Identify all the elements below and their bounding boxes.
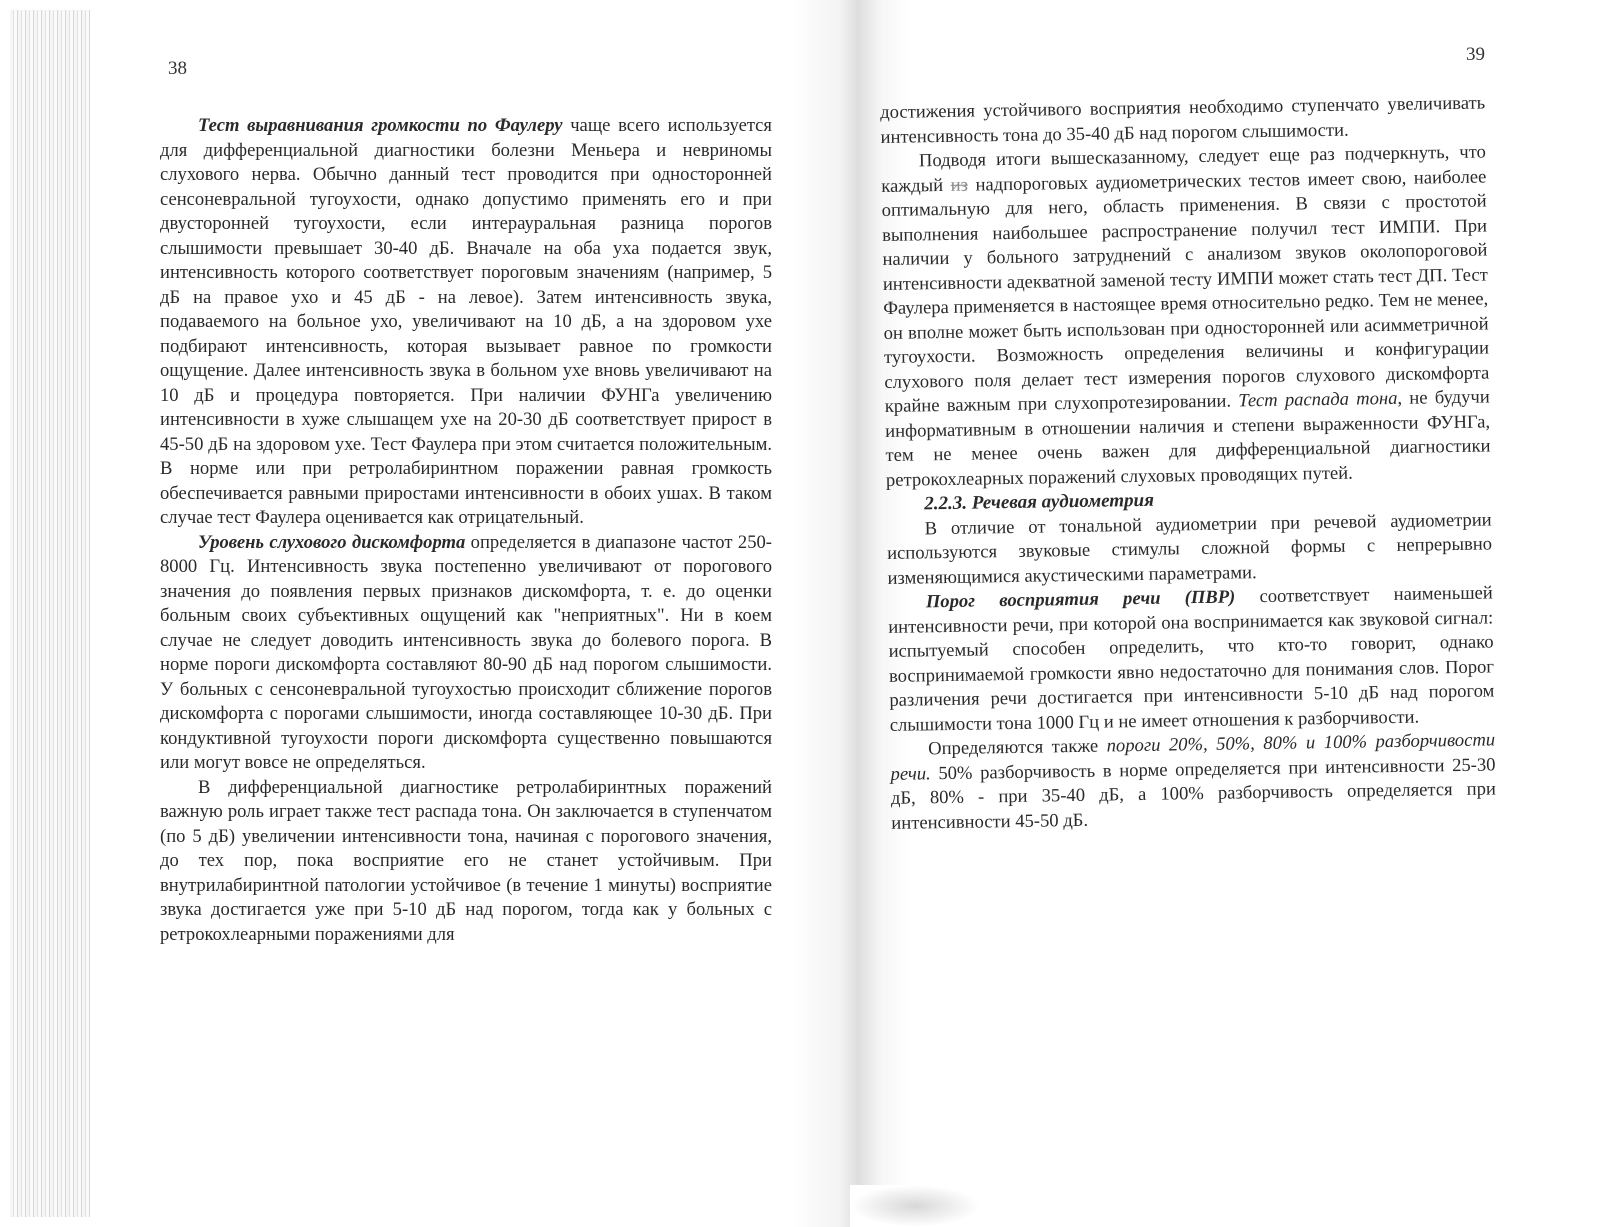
term-fowler-test: Тест выравнивания громкости по Фаулеру — [198, 115, 563, 136]
paragraph-text: Подводя итоги вышесказанному, следует еще раз подчеркнуть, что каждый — [881, 141, 1487, 197]
struck-word: из — [950, 174, 969, 196]
paragraph-text: определяется в диапазоне частот 250-8000 Гц. Интенсивность звука постепенно увеличивают от порогового значения до появления первых признаков дискомфорта, т. е. до оценки больным своих субъективных ощущений как "неприятных". Ни в коем случае не следует доводить интенсивность звука до болевого порога. В норме пороги дискомфорта составляют 80-90 дБ над порогом слышимости. У больных с сенсоневральной тугоухостью происходит сближение порогов дискомфорта с порогами слышимости, иногда составляющее 10-30 дБ. При кондуктивной тугоухости пороги дискомфорта существенно повышаются или могут вовсе не определяться. — [160, 531, 772, 773]
paragraph-summary — [881, 140, 1491, 492]
paragraph-text: соответствует наименьшей интенсивности речи, при которой она воспринимается как звуковой сигнал: испытуемый способен определить, что кто-то говорит, однако воспринимаемой громкости явно недостаточно для понимания слов. Порог различения речи достигается при интенсивности 5-10 дБ над порогом слышимости тона 1000 Гц и не имеет отношения к разборчивости. — [888, 582, 1495, 736]
paragraph-text: чаще всего используется для дифференциальной диагностики болезни Меньера и невриномы слухового нерва. Обычно данный тест проводится при односторонней сенсоневральной тугоухости, однако допустимо применять его и при двусторонней тугоухости, если интерауральная разница порогов слышимости превышает 30-40 дБ. Вначале на оба уха подается звук, интенсивность которого соответствует пороговым значениям (например, 5 дБ на правое ухо и 45 дБ - на левое). Затем интенсивность звука, подаваемого на больное ухо, увеличивают на 10 дБ, а на здоровом ухе подбирают интенсивность, которая вызывает равное по громкости ощущение. Далее интенсивность звука в больном ухе вновь увеличивают на 10 дБ и процедура повторяется. При наличии ФУНГа увеличению интенсивности в хуже слышащем ухе на 20-30 дБ соответствует прирост в 45-50 дБ на здоровом ухе. Тест Фаулера при этом считается положительным. В норме или при ретролабиринтном поражении равная громкость обеспечивается равными приростами интенсивности в обоих ушах. В таком случае тест Фаулера оценивается как отрицательный. — [160, 115, 772, 528]
italic-term: пороги 20%, 50%, 80% и 100% разборчивости речи. — [890, 729, 1496, 785]
paragraph-intelligibility — [890, 728, 1496, 835]
italic-term: Тест распада тона — [1238, 387, 1398, 412]
paragraph-fowler-test — [160, 114, 772, 531]
paragraph-discomfort-level — [160, 531, 772, 776]
page-edges — [10, 10, 90, 1217]
page-number: 39 — [1466, 44, 1485, 65]
term-discomfort-level: Уровень слухового дискомфорта — [198, 531, 466, 553]
page-text — [880, 91, 1496, 835]
paragraph-text: 50% разборчивость в норме определяется при интенсивности 25-30 дБ, 80% - при 35-40 дБ, а 100% разборчивость определяется при интенсивности 45-50 дБ. — [890, 753, 1497, 834]
paragraph-text: Определяются также — [928, 735, 1107, 760]
page-text — [160, 114, 772, 947]
paragraph-text: В дифференциальной диагностике ретролабиринтных поражений важную роль играет также тест распада тона. Он заключается в ступенчатом (по 5 дБ) увеличении интенсивности тона, начиная с порогового значения, до тех пор, пока восприятие его не станет устойчивым. При внутрилабиринтной патологии устойчивое (в течение 1 минуты) восприятие звука достигается уже при 5-10 дБ над порогом, тогда как у больных с ретрокохлеарными поражениями для — [160, 776, 772, 945]
paragraph-text: достижения устойчивого восприятия необходимо ступенчато увеличивать интенсивность тона до 35-40 дБ над порогом слышимости. — [880, 92, 1486, 148]
paragraph-speech-audiometry — [887, 508, 1493, 591]
paragraph-text: , не будучи информативным в отношении наличия и степени выраженности ФУНГа, тем не менее очень важен для дифференциальной диагностики ретрокохлеарных поражений слуховых проводящих путей. — [885, 386, 1491, 491]
page-number: 38 — [168, 58, 187, 79]
paragraph-text: В отличие от тональной аудиометрии при речевой аудиометрии используются звуковые стимулы сложной формы с непрерывно изменяющимися акустическими параметрами. — [886, 508, 1493, 589]
term-speech-threshold: Порог восприятия речи (ПВР) — [925, 586, 1236, 613]
section-heading: 2.2.3. Речевая аудиометрия — [924, 489, 1155, 515]
gutter-shadow — [850, 1185, 980, 1227]
paragraph-speech-threshold — [888, 581, 1495, 737]
paragraph-tone-decay — [160, 776, 772, 948]
paragraph-text: надпороговых аудиометрических тестов имеет свою, наиболее оптимальную для него, область применения. В связи с простотой выполнения наибольшее распространение получил тест ИМПИ. При наличии у больного затруднений с анализом звуков околопороговой интенсивности адекватной заменой тесту ИМПИ может стать тест ДП. Тест Фаулера применяется в настоящее время относительно редко. Тем не менее, он вполне может быть использован при односторонней или асимметричной тугоухости. Возможность определения величины и конфигурации слухового поля делает тест измерения порогов слухового дискомфорта крайне важным при слухопротезировании. — [881, 165, 1490, 417]
